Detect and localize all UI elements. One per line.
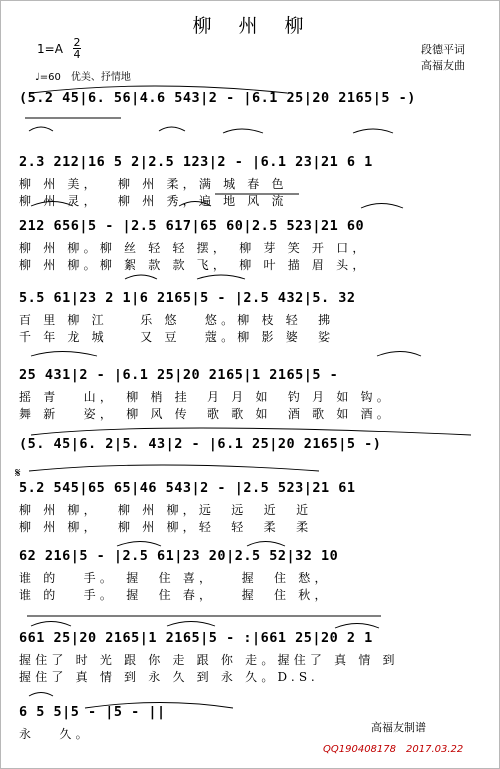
notation-line: 6 5 5|5 - |5 - || xyxy=(19,704,166,720)
tempo-marking: ♩=60 优美、抒情地 xyxy=(35,72,131,83)
notation-line: 62 216|5 - |2.5 61|23 20|2.5 52|32 10 xyxy=(19,548,339,564)
notation-line: 212 656|5 - |2.5 617|65 60|2.5 523|21 60 xyxy=(19,218,365,234)
notation-line: 661 25|20 2165|1 2165|5 - :|661 25|20 2 1 xyxy=(19,630,373,646)
notation-line: 25 431|2 - |6.1 25|20 2165|1 2165|5 - xyxy=(19,367,339,383)
notation-line: (5.2 45|6. 56|4.6 543|2 - |6.1 25|20 2165|5 -) xyxy=(19,90,416,106)
notation-line: 5.2 545|65 65|46 543|2 - |2.5 523|21 61 xyxy=(19,480,356,496)
lyric-line: 舞 新 姿， 柳 风 传 歌 歌 如 酒 歌 如 酒。 xyxy=(19,407,393,421)
lyric-line: 柳 州 柳， 柳 州 柳，远 远 近 近 xyxy=(19,503,313,517)
time-signature-bottom: 4 xyxy=(73,48,81,61)
lyric-line: 握住了 时 光 跟 你 走 跟 你 走。握住了 真 情 到 xyxy=(19,653,399,667)
lyric-line: 柳 州 美， 柳 州 柔，满 城 春 色 xyxy=(19,177,288,191)
lyric-line: 摇 青 山， 柳 梢 挂 月 月 如 钓 月 如 钩。 xyxy=(19,390,393,404)
segno-sign: 𝄋 xyxy=(15,466,21,481)
score-maker: 高福友制谱 xyxy=(371,721,426,734)
lyric-line: 柳 州 灵， 柳 州 秀，遍 地 风 流 xyxy=(19,194,288,208)
lyric-line: 永 久。 xyxy=(19,727,92,741)
contact-and-date: QQ190408178 2017.03.22 xyxy=(323,744,464,755)
notation-line: 5.5 61|23 2 1|6 2165|5 - |2.5 432|5. 32 xyxy=(19,290,356,306)
lyric-line: 百 里 柳 江 乐 悠 悠。柳 枝 轻 拂 xyxy=(19,313,335,327)
lyric-line: 千 年 龙 城 又 豆 蔻。柳 影 婆 娑 xyxy=(19,330,335,344)
lyric-line: 柳 州 柳。柳 丝 轻 轻 摆， 柳 芽 笑 开 口， xyxy=(19,241,369,255)
lyric-line: 柳 州 柳。柳 絮 款 款 飞， 柳 叶 描 眉 头， xyxy=(19,258,369,272)
lyricist-credit: 段德平词 xyxy=(421,43,465,56)
key-signature: 1=A xyxy=(37,42,63,56)
lyric-line: 谁 的 手。 握 住 春， 握 住 秋， xyxy=(19,588,331,602)
song-title: 柳 州 柳 xyxy=(192,15,308,37)
lyric-line: 柳 州 柳， 柳 州 柳，轻 轻 柔 柔 xyxy=(19,520,313,534)
composer-credit: 高福友曲 xyxy=(421,59,465,72)
lyric-line: 谁 的 手。 握 住 喜， 握 住 愁， xyxy=(19,571,331,585)
time-signature-top: 2 xyxy=(73,36,81,49)
notation-line: (5. 45|6. 2|5. 43|2 - |6.1 25|20 2165|5 -) xyxy=(19,436,382,452)
time-signature xyxy=(73,37,81,60)
lyric-line: 握住了 真 情 到 永 久 到 永 久。D.S. xyxy=(19,670,319,684)
notation-line: 2.3 212|16 5 2|2.5 123|2 - |6.1 23|21 6 1 xyxy=(19,154,373,170)
